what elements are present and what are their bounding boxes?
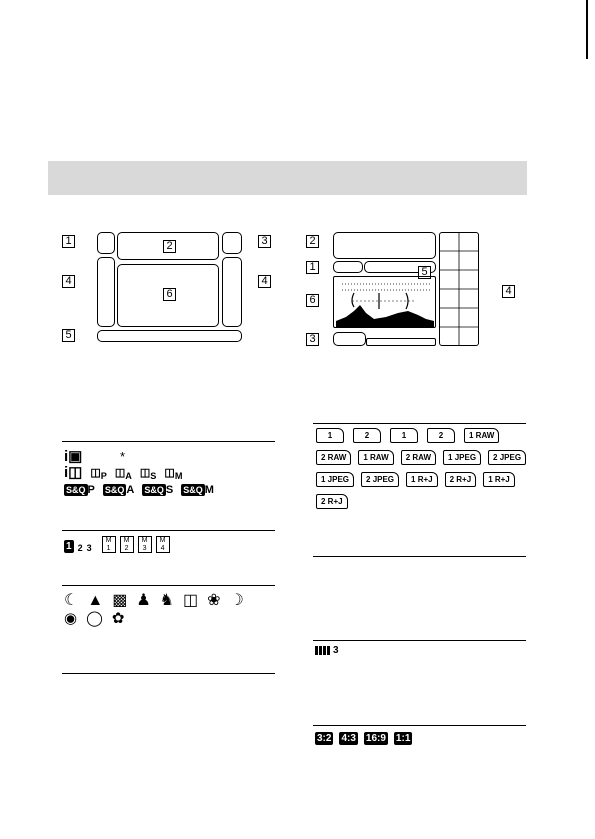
card-rec-1-icon: 1: [390, 428, 418, 443]
card-1-rj-icon: 1 R+J: [406, 472, 438, 487]
region-3: [222, 232, 242, 254]
battery-icon: 3: [315, 645, 339, 656]
card-rec-1-raw-icon: 1 RAW: [358, 450, 393, 465]
movie-modes-row: [64, 463, 182, 481]
media-row-2: [316, 450, 526, 465]
r-region-1: [333, 261, 363, 273]
movie-s-icon: $◫_S$: [139, 466, 157, 481]
drive-2-icon: 2: [77, 543, 83, 553]
region-4-left: [97, 257, 115, 327]
memory-m4-icon: M 4: [156, 536, 170, 553]
asterisk-icon: *: [120, 449, 126, 464]
night-portrait-icon: ▩: [112, 592, 128, 609]
rule: [313, 423, 526, 424]
sports-icon: ♞: [159, 592, 174, 609]
aspect-1-1-icon: 1:1: [395, 733, 411, 744]
media-row-4: [316, 494, 348, 509]
callout-1: 1: [62, 235, 75, 248]
r-callout-3: 3: [306, 333, 319, 346]
r-callout-5: 5: [418, 266, 431, 279]
media-row-3: [316, 472, 515, 487]
r-callout-2: 2: [306, 235, 319, 248]
tripod-icon: ◯: [86, 610, 103, 627]
night-scene-icon: ☾: [64, 592, 79, 609]
movie-a-icon: $◫_A$: [114, 466, 132, 481]
movie-p-icon: $◫_P$: [90, 466, 107, 481]
callout-3: 3: [258, 235, 271, 248]
card-rec-1-jpeg-icon: 1 JPEG: [316, 472, 354, 487]
rule: [62, 441, 275, 442]
memory-m1-icon: M 1: [102, 536, 116, 553]
region-4-right: [222, 257, 242, 327]
food-icon: ✿: [111, 610, 125, 627]
media-row-1: [316, 428, 499, 443]
rule: [62, 530, 275, 531]
callout-4-right: 4: [258, 275, 271, 288]
rule: [313, 556, 526, 557]
drive-1-icon: 1: [66, 541, 72, 552]
scene-icons-row-2: [64, 609, 124, 627]
rule: [62, 673, 275, 674]
movie-auto-icon: i◫: [64, 464, 83, 481]
landscape-icon: ▲: [87, 592, 104, 609]
memory-m3-icon: M 3: [138, 536, 152, 553]
card-1-raw-icon: 1 RAW: [464, 428, 499, 443]
card-2-jpeg-icon: 2 JPEG: [488, 450, 526, 465]
r-callout-6: 6: [306, 294, 319, 307]
r-region-bottom: [366, 338, 436, 346]
card-2-icon: 2: [353, 428, 381, 443]
callout-2: 2: [163, 240, 176, 253]
movie-m-icon: $◫_M$: [164, 466, 183, 481]
rule: [313, 725, 526, 726]
section-header-band: [48, 161, 527, 195]
r-callout-4: 4: [502, 285, 515, 298]
r-region-2: [333, 232, 436, 259]
card-rec-1-rj-icon: 1 R+J: [483, 472, 515, 487]
memory-recall-row: [64, 536, 170, 553]
region-1: [97, 232, 115, 254]
aspect-3-2-icon: 3:2: [317, 733, 332, 744]
callout-6: 6: [163, 288, 176, 301]
memory-m2-icon: M 2: [120, 536, 134, 553]
page-edge-marker: [586, 0, 588, 59]
r-callout-1: 1: [306, 261, 319, 274]
intelligent-auto-icon: i▣: [64, 448, 83, 465]
card-rec-2-raw-icon: 2 RAW: [401, 450, 436, 465]
card-rec-2-jpeg-icon: 2 JPEG: [361, 472, 399, 487]
aspect-ratio-row: [315, 732, 412, 745]
card-1-icon: 1: [316, 428, 344, 443]
left-screen-diagram: [62, 230, 272, 346]
r-region-6: [333, 276, 436, 328]
r-region-4: [439, 232, 479, 346]
card-rec-2-icon: 2: [427, 428, 455, 443]
drive-3-icon: 3: [86, 543, 92, 553]
sq-m-icon: S&Q M: [183, 484, 214, 496]
histogram-graphic: [334, 277, 435, 327]
r-region-3: [333, 332, 366, 346]
callout-4-left: 4: [62, 275, 75, 288]
aspect-16-9-icon: 16:9: [365, 733, 386, 744]
region-5: [97, 330, 242, 342]
right-screen-diagram: [306, 230, 521, 350]
portrait-icon: ♟: [136, 592, 151, 609]
hand-held-twilight-icon: ◉: [64, 610, 78, 627]
sq-s-icon: S&Q S: [144, 484, 174, 496]
rule: [62, 585, 275, 586]
card-rec-2-rj-icon: 2 R+J: [316, 494, 348, 509]
card-1-jpeg-icon: 1 JPEG: [443, 450, 481, 465]
callout-5: 5: [62, 329, 75, 342]
macro-icon: ❀: [207, 592, 221, 609]
night-portrait-2-icon: ☽: [229, 592, 244, 609]
sq-a-icon: S&Q A: [104, 484, 135, 496]
scene-icons-row: [64, 590, 244, 610]
card-2-raw-icon: 2 RAW: [316, 450, 351, 465]
backlight-icon: ◫: [183, 592, 199, 609]
aspect-4-3-icon: 4:3: [341, 733, 356, 744]
sq-modes-row: [64, 484, 214, 496]
rule: [313, 640, 526, 641]
sq-p-icon: S&Q P: [66, 484, 95, 496]
card-2-rj-icon: 2 R+J: [445, 472, 477, 487]
